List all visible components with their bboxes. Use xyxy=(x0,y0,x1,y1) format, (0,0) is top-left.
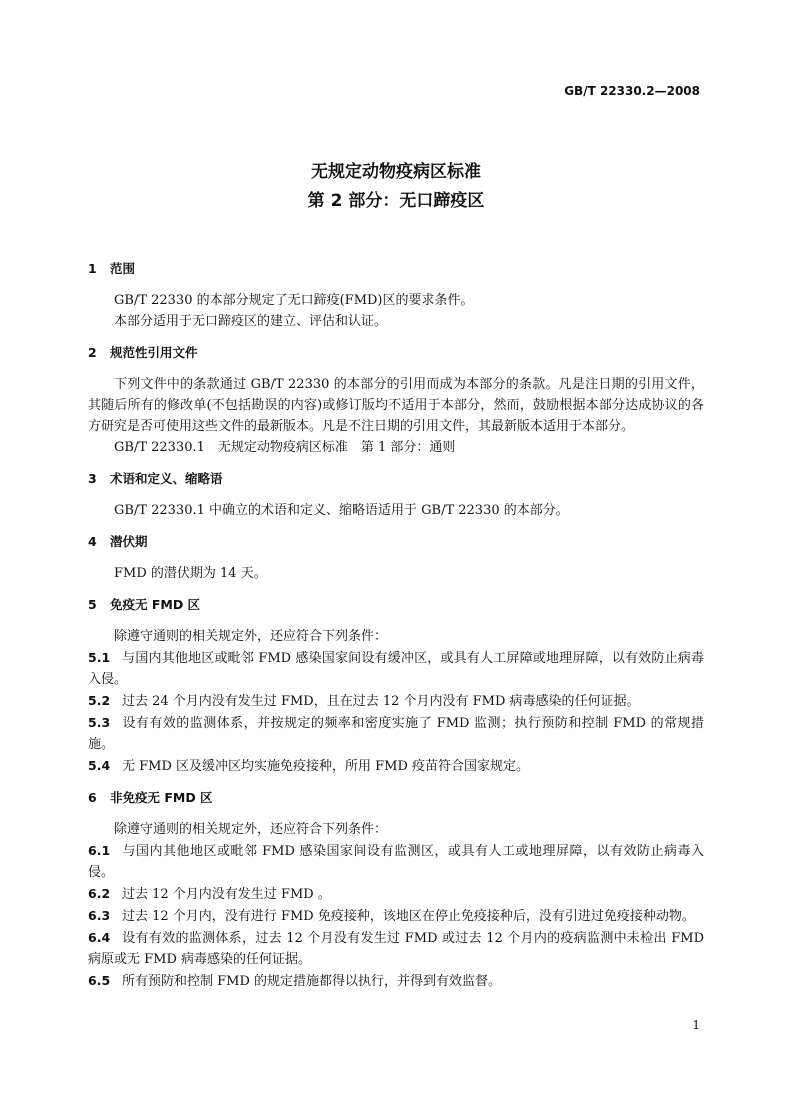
clause-text: 与国内其他地区或毗邻 FMD 感染国家间设有缓冲区，或具有人工屏障或地理屏障，以有效防止病毒入侵。 xyxy=(88,651,704,687)
section-number: 5 xyxy=(88,597,97,612)
clause-number: 6.2 xyxy=(88,886,111,901)
clause xyxy=(88,647,704,690)
paragraph: 下列文件中的条款通过 GB/T 22330 的本部分的引用而成为本部分的条款。凡是注日期的引用文件，其随后所有的修改单(不包括勘误的内容)或修订版均不适用于本部分，然而，鼓励根据本部分达成协议的各方研究是否可使用这些文件的最新版本。凡是不注日期的引用文件，其最新版本适用于本部分。 xyxy=(88,377,704,434)
clause-text: 与国内其他地区或毗邻 FMD 感染国家间设有监测区，或具有人工或地理屏障，以有效防止病毒入侵。 xyxy=(88,844,704,880)
clause xyxy=(88,755,704,777)
clause-number: 6.3 xyxy=(88,908,111,923)
clause-text: 设有有效的监测体系，并按规定的频率和密度实施了 FMD 监测；执行预防和控制 FMD 的常规措施。 xyxy=(88,716,704,752)
clause-number: 6.4 xyxy=(88,930,111,945)
section-title: 潜伏期 xyxy=(110,534,148,549)
clause-text: 过去 24 个月内没有发生过 FMD，且在过去 12 个月内没有 FMD 病毒感染的任何证据。 xyxy=(122,694,640,709)
section-non-vaccinated-zone xyxy=(88,787,704,992)
clause-number: 5.4 xyxy=(88,758,111,773)
clause-text: 所有预防和控制 FMD 的规定措施都得以执行，并得到有效监督。 xyxy=(122,974,502,989)
section-title: 规范性引用文件 xyxy=(110,345,198,360)
clause-text: 设有有效的监测体系，过去 12 个月没有发生过 FMD 或过去 12 个月内的疫病监测中未检出 FMD 病原或无 FMD 病毒感染的任何证据。 xyxy=(88,931,704,967)
page-number: 1 xyxy=(692,1018,700,1032)
paragraph: 本部分适用于无口蹄疫区的建立、评估和认证。 xyxy=(114,314,388,329)
document-title: 无规定动物疫病区标准 xyxy=(311,162,481,182)
clause xyxy=(88,927,704,970)
clause xyxy=(88,905,704,927)
clause xyxy=(88,712,704,755)
clause-number: 5.2 xyxy=(88,693,111,708)
section-heading xyxy=(88,258,704,279)
section-heading xyxy=(88,594,704,615)
section-number: 1 xyxy=(88,261,97,276)
standard-code: GB/T 22330.2—2008 xyxy=(564,84,700,98)
clause-number: 5.3 xyxy=(88,715,111,730)
paragraph: 除遵守通则的相关规定外，还应符合下列条件： xyxy=(114,629,388,644)
paragraph: FMD 的潜伏期为 14 天。 xyxy=(114,566,267,581)
section-heading xyxy=(88,787,704,808)
section-terms xyxy=(88,468,704,521)
clause-text: 过去 12 个月内没有发生过 FMD 。 xyxy=(122,887,331,902)
section-title: 术语和定义、缩略语 xyxy=(110,471,223,486)
document-body xyxy=(88,258,704,1002)
clause-number: 6.5 xyxy=(88,973,111,988)
section-title: 范围 xyxy=(110,261,136,276)
section-number: 6 xyxy=(88,790,97,805)
clause-number: 6.1 xyxy=(88,843,111,858)
paragraph: GB/T 22330 的本部分规定了无口蹄疫(FMD)区的要求条件。 xyxy=(114,293,474,308)
section-title: 非免疫无 FMD 区 xyxy=(110,790,213,805)
section-normative-references xyxy=(88,342,704,458)
section-heading xyxy=(88,342,704,363)
section-incubation xyxy=(88,531,704,584)
section-title: 免疫无 FMD 区 xyxy=(110,597,201,612)
section-heading xyxy=(88,468,704,489)
document-subtitle: 第 2 部分：无口蹄疫区 xyxy=(307,191,485,211)
section-heading xyxy=(88,531,704,552)
section-scope xyxy=(88,258,704,332)
section-number: 3 xyxy=(88,471,97,486)
clause xyxy=(88,883,704,905)
section-number: 2 xyxy=(88,345,97,360)
clause xyxy=(88,970,704,992)
clause xyxy=(88,690,704,712)
clause xyxy=(88,840,704,883)
paragraph: 除遵守通则的相关规定外，还应符合下列条件： xyxy=(114,822,388,837)
clause-text: 无 FMD 区及缓冲区均实施免疫接种，所用 FMD 疫苗符合国家规定。 xyxy=(122,759,530,774)
clause-number: 5.1 xyxy=(88,650,111,665)
paragraph: GB/T 22330.1 中确立的术语和定义、缩略语适用于 GB/T 22330 的本部分。 xyxy=(114,503,569,518)
section-number: 4 xyxy=(88,534,97,549)
section-vaccinated-zone xyxy=(88,594,704,777)
clause-text: 过去 12 个月内，没有进行 FMD 免疫接种，该地区在停止免疫接种后，没有引进过免疫接种动物。 xyxy=(122,909,695,924)
reference-entry: GB/T 22330.1 无规定动物疫病区标准 第 1 部分：通则 xyxy=(114,440,456,455)
